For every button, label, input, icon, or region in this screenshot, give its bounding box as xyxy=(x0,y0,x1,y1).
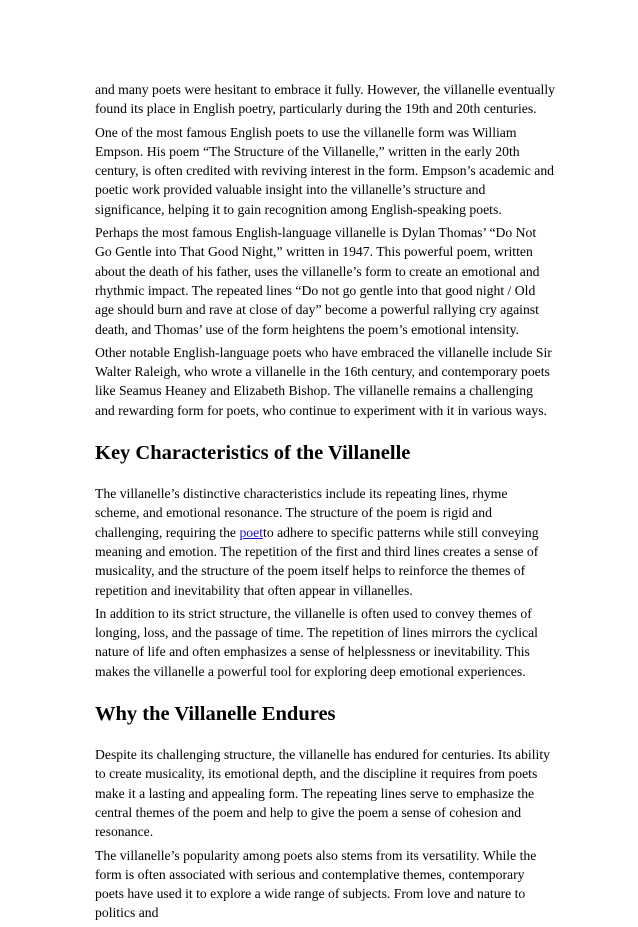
paragraph-dylan-thomas: Perhaps the most famous English-language villanelle is Dylan Thomas’ “Do Not Go Gentle into That Good Night,” written in 1947. This powerful poem, written about the death of his father, uses the villanelle’s form to create an emotional and rhythmic impact. The repeated lines “Do not go gentle into that good night / Old age should burn and rave at close of day” become a powerful rallying cry against death, and Thomas’ use of the form heightens the poem’s emotional intensity. xyxy=(95,225,540,337)
paragraph-versatility: The villanelle’s popularity among poets also stems from its versatility. While the form is often associated with serious and contemplative themes, contemporary poets have used it to explore a wide range of subjects. From love and nature to politics and xyxy=(95,847,537,921)
document-page xyxy=(95,80,555,927)
poet-link[interactable]: poet xyxy=(239,524,264,540)
paragraph-characteristics xyxy=(95,484,555,600)
paragraph-text: The villanelle’s distinctive characteristics include its repeating lines, rhyme scheme, and emotional resonance. The structure of the poem is rigid and challenging, requiring the xyxy=(95,486,508,540)
section-heading-key-characteristics: Key Characteristics of the Villanelle xyxy=(95,442,411,465)
paragraph-empson: One of the most famous English poets to use the villanelle form was William Empson. His poem “The Structure of the Villanelle,” written in the early 20th century, is often credited with reviving interest in the form. Empson’s academic and poetic work provided valuable insight into the villanelle’s structure and significance, helping it to gain recognition among English-speaking poets. xyxy=(95,124,555,217)
paragraph-endures: Despite its challenging structure, the villanelle has endured for centuries. Its ability to create musicality, its emotional depth, and the discipline it requires from poets make it a lasting and appealing form. The repeating lines serve to emphasize the central themes of the poem and help to give the poem a sense of cohesion and resonance. xyxy=(95,747,550,840)
paragraph-themes: In addition to its strict structure, the villanelle is often used to convey themes of longing, loss, and the passage of time. The repetition of lines mirrors the cyclical nature of life and often emphasizes a sense of helplessness or inevitability. This makes the villanelle a powerful tool for exploring deep emotional experiences. xyxy=(95,605,538,679)
paragraph-continuation: and many poets were hesitant to embrace it fully. However, the villanelle eventually found its place in English poetry, particularly during the 19th and 20th centuries. xyxy=(95,82,555,117)
paragraph-text: to adhere to specific patterns while still conveying meaning and emotion. The repetition of the first and third lines creates a sense of musicality, and the structure of the poem itself helps to reinforce the themes of repetition and inevitability that often appear in villanelles. xyxy=(95,524,539,598)
section-heading-why-endures: Why the Villanelle Endures xyxy=(95,703,336,726)
paragraph-other-poets: Other notable English-language poets who have embraced the villanelle include Sir Walter Raleigh, who wrote a villanelle in the 16th century, and contemporary poets like Seamus Heaney and Elizabeth Bishop. The villanelle remains a challenging and rewarding form for poets, who continue to experiment with it in various ways. xyxy=(95,344,552,418)
